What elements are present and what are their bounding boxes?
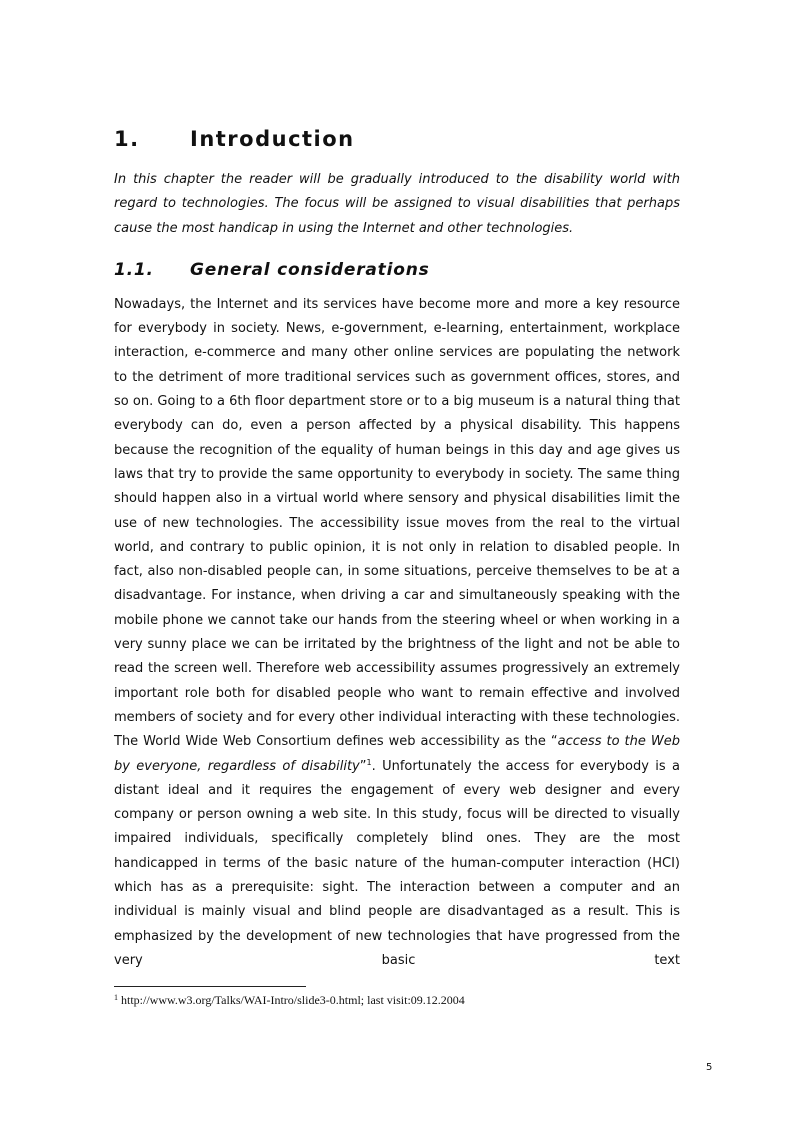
footnote-text: http://www.w3.org/Talks/WAI-Intro/slide3-0.html; last visit:09.12.2004 (118, 993, 465, 1007)
footnote (114, 993, 465, 1008)
page-content (114, 124, 680, 973)
section-number: 1.1. (114, 259, 154, 280)
footnote-divider (114, 986, 306, 987)
footnote-marker: 1 (114, 993, 118, 1002)
section-heading (114, 257, 680, 283)
quote-close: ” (359, 758, 367, 774)
chapter-number: 1. (114, 127, 140, 151)
chapter-title: Introduction (190, 127, 355, 151)
body-text-part1: Nowadays, the Internet and its services have become more and more a key resource for everybody in society. News, e-government, e-learning, entertainment, workplace interaction, e-commerce and many other online services are populating the network to the detriment of more traditional services such as government offices, stores, and so on. Going to a 6th floor department store or to a big museum is a natural thing that everybody can do, even a person affected by a physical disability. This happens because the recognition of the equality of human beings in this day and age gives us laws that try to provide the same opportunity to everybody in society. The same thing should happen also in a virtual world where sensory and physical disabilities limit the use of new technologies. The accessibility issue moves from the real to the virtual world, and contrary to public opinion, it is not only in relation to disabled people. In fact, also non-disabled people can, in some situations, perceive themselves to be at a disadvantage. For instance, when driving a car and simultaneously speaking with the mobile phone we cannot take our hands from the steering wheel or when working in a very sunny place we can be irritated by the brightness of the light and not be able to read the screen well. Therefore web accessibility assumes progressively an extremely important role both for disabled people who want to remain effective and involved members of society and for every other individual interacting with these technologies. The World Wide Web Consortium defines web accessibility as the “ (114, 296, 680, 750)
body-text-part2: . Unfortunately the access for everybody is a distant ideal and it requires the engagement of every web designer and every company or person owning a web site. In this study, focus will be directed to visually impaired individuals, specifically completely blind ones. They are the most handicapped in terms of the basic nature of the human-computer interaction (HCI) which has as a prerequisite: sight. The interaction between a computer and an individual is mainly visual and blind people are disadvantaged as a result. This is emphasized by the development of new technologies that have progressed from the very basic text (114, 758, 680, 968)
section-title: General considerations (190, 259, 430, 280)
page-number: 5 (706, 1062, 713, 1073)
chapter-intro: In this chapter the reader will be gradually introduced to the disability world with regard to technologies. The focus will be assigned to visual disabilities that perhaps cause the most handicap in using the Internet and other technologies. (114, 172, 680, 236)
footnote-reference[interactable]: 1 (366, 757, 372, 767)
quoted-definition: access to the Web by everyone, regardless of disability (114, 734, 680, 774)
body-paragraph (114, 293, 680, 973)
chapter-heading (114, 124, 680, 154)
